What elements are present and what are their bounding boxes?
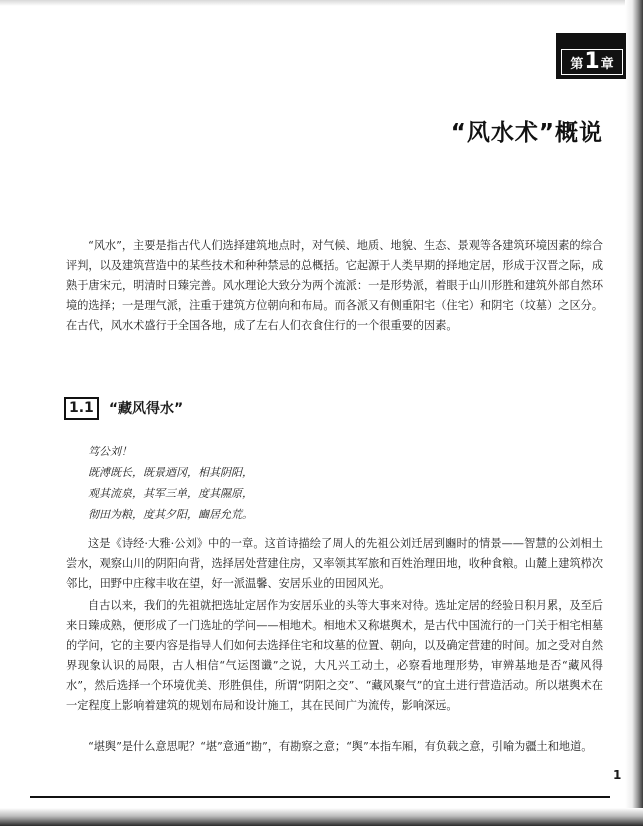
body-paragraph <box>66 596 603 716</box>
chapter-badge-number: 1 <box>584 49 600 74</box>
poem-line: 观其流泉，其军三单，度其隰原， <box>88 487 253 500</box>
scan-edge-right <box>625 0 643 826</box>
footer-rule <box>30 796 610 798</box>
chapter-badge-prefix: 第 <box>570 56 584 72</box>
page-number: 1 <box>613 768 622 782</box>
poem-line: 彻田为粮，度其夕阳，豳居允荒。 <box>88 508 253 521</box>
scan-edge-bottom <box>0 808 643 826</box>
intro-paragraph-text: “风水”，主要是指古代人们选择建筑地点时，对气候、地质、地貌、生态、景观等各建筑环境因素的综合评判，以及建筑营造中的某些技术和种种禁忌的总概括。它起源于人类早期的择地定居，形成于汉晋之际，成熟于唐宋元，明清时日臻完善。风水理论大致分为两个流派：一是形势派，着眼于山川形胜和建筑外部自然环境的选择；一是理气派，注重于建筑方位朝向和布局。而各派又有侧重阳宅（住宅）和阴宅（坟墓）之区分。在古代，风水术盛行于全国各地，成了左右人们衣食住行的一个很重要的因素。 <box>66 239 604 332</box>
body-paragraph <box>66 534 603 594</box>
chapter-badge-suffix: 章 <box>600 56 614 72</box>
body-paragraph <box>66 737 603 757</box>
scan-edge-top <box>0 0 643 6</box>
poem-line: 笃公刘！ <box>88 445 132 458</box>
chapter-badge-label <box>561 49 623 75</box>
body-paragraph-text: 自古以来，我们的先祖就把选址定居作为安居乐业的头等大事来对待。选址定居的经验日积月累，及至后来日臻成熟，便形成了一门选址的学问——相地术。相地术又称堪舆术，是古代中国流行的一门关于相宅相墓的学问，它的主要内容是指导人们如何去选择住宅和坟墓的位置、朝向，以及确定营建的时间。加之受对自然界现象认识的局限，古人相信“气运图谶”之说，大凡兴工动土，必察看地理形势，审辨基地是否“藏风得水”，然后选择一个环境优美、形胜俱佳，所谓“阴阳之交”、“藏风聚气”的宜土进行营造活动。所以堪舆术在一定程度上影响着建筑的规划布局和设计施工，其在民间广为流传，影响深远。 <box>66 599 604 712</box>
poem-line: 既溥既长，既景迺冈，相其阴阳， <box>88 466 253 479</box>
body-paragraph-text: “堪舆”是什么意思呢？“堪”意通“勘”，有勘察之意；“舆”本指车厢，有负载之意，引喻为疆土和地道。 <box>88 740 593 753</box>
poem-block <box>88 441 388 525</box>
chapter-badge <box>556 33 626 79</box>
section-number: 1.1 <box>64 397 99 420</box>
chapter-title: “风水术”概说 <box>450 120 603 146</box>
section-heading <box>64 397 183 419</box>
intro-paragraph <box>66 236 603 336</box>
section-title: “藏风得水” <box>108 401 184 417</box>
body-paragraph-text: 这是《诗经·大雅·公刘》中的一章。这首诗描绘了周人的先祖公刘迁居到豳时的情景——智慧的公刘相土尝水，观察山川的阴阳向背，选择居处营建住房，又率领其军旅和百姓治理田地，收种食粮。山麓上建筑栉次邻比，田野中庄稼丰收在望，好一派温馨、安居乐业的田园风光。 <box>66 537 604 590</box>
